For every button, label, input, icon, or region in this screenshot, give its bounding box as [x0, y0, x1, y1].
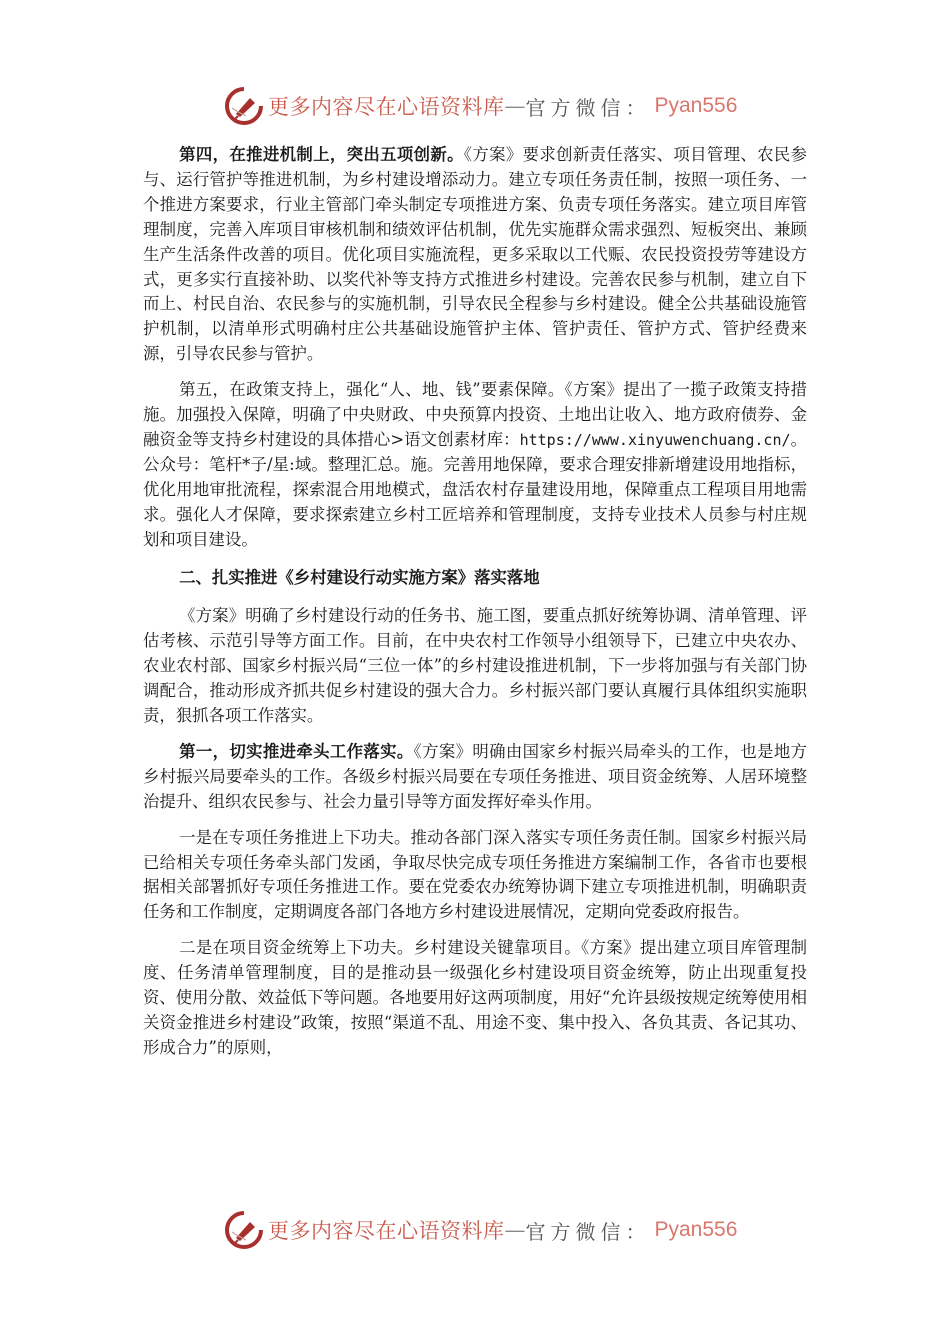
paragraph-text: 《方案》明确由国家乡村振兴局牵头的工作，也是地方乡村振兴局要牵头的工作。各级乡村振兴局要在专项任务推进、项目资金统筹、人居环境整治提升、组织农民参与、社会力量引导等方面发挥好牵头作用。 [143, 741, 807, 811]
paragraph-text: 《方案》要求创新责任落实、项目管理、农民参与、运行管护等推进机制，为乡村建设增添动力。建立专项任务责任制，按照一项任务、一个推进方案要求，行业主管部门牵头制定专项推进方案、负责专项任务落实。建立项目库管理制度，完善入库项目审核机制和绩效评估机制，优先实施群众需求强烈、短板突出、兼顾生产生活条件改善的项目。优化项目实施流程，更多采取以工代赈、农民投资投劳等建设方式，更多实行直接补助、以奖代补等支持方式推进乡村建设。完善农民参与机制，建立自下而上、村民自治、农民参与的实施机制，引导农民全程参与乡村建设。健全公共基础设施管护机制，以清单形式明确村庄公共基础设施管护主体、管护责任、管护方式、管护经费来源，引导农民参与管护。 [143, 145, 808, 364]
paragraph-lead: 第一，切实推进牵头工作落实。 [179, 741, 414, 761]
banner-wechat-label: 官方微信： [525, 1219, 651, 1244]
pen-nib-logo-icon [224, 1210, 264, 1250]
banner-title: 更多内容尽在心语资料库 [268, 95, 505, 119]
paragraph-first-lead-work [143, 740, 807, 815]
paragraph-task-promotion: 一是在专项任务推进上下功夫。推动各部门深入落实专项任务责任制。国家乡村振兴局已给相关专项任务牵头部门发函，争取尽快完成专项任务推进方案编制工作，各省市也要根据相关部署抓好专项任务推进工作。要在党委农办统筹协调下建立专项推进机制，明确职责任务和工作制度，定期调度各部门各地方乡村建设进展情况，定期向党委政府报告。 [143, 827, 807, 922]
paragraph-fund-coordination: 二是在项目资金统筹上下功夫。乡村建设关键靠项目。《方案》提出建立项目库管理制度、任务清单管理制度，目的是推动县一级强化乡村建设项目资金统筹，防止出现重复投资、使用分散、效益低下等问题。各地要用好这两项制度，用好“允许县级按规定统筹使用相关资金推进乡村建设”政策，按照“渠道不乱、用途不变、集中投入、各负其责、各记其功、形成合力”的原则， [143, 938, 808, 1057]
banner-title: 更多内容尽在心语资料库 [268, 1219, 505, 1243]
banner-dash: — [504, 1218, 526, 1242]
paragraph-fourth-innovation [143, 143, 807, 367]
paragraph-plan-overview: 《方案》明确了乡村建设行动的任务书、施工图，要重点抓好统筹协调、清单管理、评估考核、示范引导等方面工作。目前，在中央农村工作领导小组领导下，已建立中央农办、农业农村部、国家乡村振兴局“三位一体”的乡村建设推进机制，下一步将加强与有关部门协调配合，推动形成齐抓共促乡村建设的强大合力。乡村振兴部门要认真履行具体组织实施职责，狠抓各项工作落实。 [143, 606, 807, 726]
section-heading-2: 二、扎实推进《乡村建设行动实施方案》落实落地 [179, 567, 540, 587]
header-watermark-banner [224, 84, 737, 128]
paragraph-fifth-policy [143, 378, 807, 552]
paragraph-text-a: 第五，在政策支持上，强化“人、地、钱”要素保障。《方案》提出了一揽子政策支持措施。加强投入保障，明确了中央财政、中央预算内投资、土地出让收入、地方政府债券、金融资金等支持乡村建设的具体措心>语文创素材库： [143, 380, 807, 449]
document-body [143, 143, 807, 1072]
banner-wechat-id: Pyan556 [654, 1218, 738, 1241]
banner-dash: — [504, 94, 526, 118]
paragraph-lead: 第四，在推进机制上，突出五项创新。 [179, 145, 464, 164]
source-url: https://www.xinyuwenchuang.cn/ [519, 430, 791, 449]
banner-wechat-label: 官方微信： [525, 95, 651, 120]
banner-wechat-id: Pyan556 [654, 94, 738, 117]
pen-nib-logo-icon [224, 86, 264, 126]
paragraph-text-b: 。公众号：笔杆*子/星:域。整理汇总。施。完善用地保障，要求合理安排新增建设用地指标，优化用地审批流程，探索混合用地模式，盘活农村存量建设用地，保障重点工程项目用地需求。强化人才保障，要求探索建立乡村工匠培养和管理制度，支持专业技术人员参与村庄规划和项目建设。 [143, 429, 808, 549]
footer-watermark-banner [224, 1208, 737, 1252]
